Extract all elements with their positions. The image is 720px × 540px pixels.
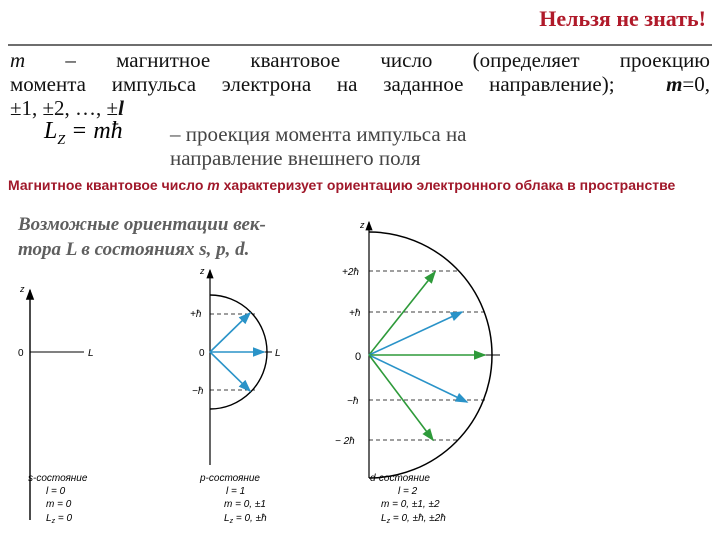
statement-part-1: Магнитное квантовое число (8, 177, 208, 193)
d-vector-plus2 (369, 272, 435, 355)
d-vector-minus2 (369, 355, 433, 440)
p-plus-h-label: +ħ (190, 309, 202, 320)
s-caption-l: l = 0 (46, 486, 66, 497)
p-state-diagram (190, 266, 281, 465)
d-axis-z-label: z (360, 220, 365, 230)
lz-formula-right: = mħ (65, 118, 123, 144)
statement-part-2: характеризует ориентацию электронного облака в пространстве (219, 177, 676, 193)
s-zero-label: 0 (18, 348, 24, 359)
m-values-symbol: m (666, 72, 683, 96)
d-caption (370, 473, 446, 525)
p-zero-label: 0 (199, 348, 205, 359)
s-caption-lz: $L_z = 0$ (46, 513, 73, 525)
slide-title: Нельзя не знать! (539, 6, 706, 31)
lz-desc-line-2: направление внешнего поля (170, 146, 421, 170)
lz-formula-sub: Z (57, 132, 66, 148)
orientations-line-2: тора L в состояниях s, p, d. (18, 239, 250, 260)
s-state-diagram (18, 284, 94, 520)
d-vector-plus1 (369, 312, 462, 355)
statement-m: m (207, 177, 220, 193)
p-axis-L-label: L (275, 348, 281, 359)
s-axis-z-label: z (20, 284, 25, 294)
p-caption-state: p-состояние (200, 473, 260, 484)
s-axis-L-label: L (88, 348, 94, 359)
d-zero-label: 0 (355, 351, 362, 363)
l-symbol: l (118, 96, 124, 120)
s-caption-m: m = 0 (46, 499, 72, 510)
d-caption-state: d-состояние (370, 473, 430, 484)
p-minus-h-label: −ħ (192, 386, 204, 397)
d-plus-h-label: +ħ (349, 308, 361, 319)
d-minus2h-label: − 2ħ (335, 436, 355, 447)
d-vector-minus1 (369, 355, 467, 402)
definition-text-1: – магнитное квантовое число (определяет проекцию (25, 48, 710, 72)
p-caption-m: m = 0, ±1 (224, 499, 266, 510)
p-vector-minus (210, 352, 250, 391)
p-axis-z-label: z (200, 266, 205, 276)
m-values-range: ±1, ±2, …, ± (10, 96, 119, 120)
p-caption-lz: $L_z = 0$, ±ħ (224, 513, 267, 525)
m-symbol: m (10, 48, 26, 72)
d-caption-l: l = 2 (398, 486, 418, 497)
lz-desc-line-1: – проекция момента импульса на (170, 122, 467, 146)
p-caption (199, 473, 267, 525)
s-caption-state: s-состояние (28, 473, 88, 484)
d-state-diagram (335, 220, 500, 478)
orientations-line-1: Возможные ориентации век- (18, 214, 266, 235)
lz-formula-L: L (44, 118, 58, 144)
definition-text-2: момента импульса электрона на заданное направление); (10, 72, 615, 96)
d-minus-h-label: −ħ (347, 396, 359, 407)
p-caption-l: l = 1 (226, 486, 246, 497)
d-caption-m: m = 0, ±1, ±2 (381, 499, 440, 510)
d-plus2h-label: +2ħ (342, 267, 359, 278)
d-caption-lz: $L_z = 0$, ±ħ, ±2ħ (381, 513, 446, 525)
p-vector-plus (210, 313, 250, 352)
m-values-eq: =0, (682, 72, 711, 96)
s-caption (28, 473, 88, 525)
